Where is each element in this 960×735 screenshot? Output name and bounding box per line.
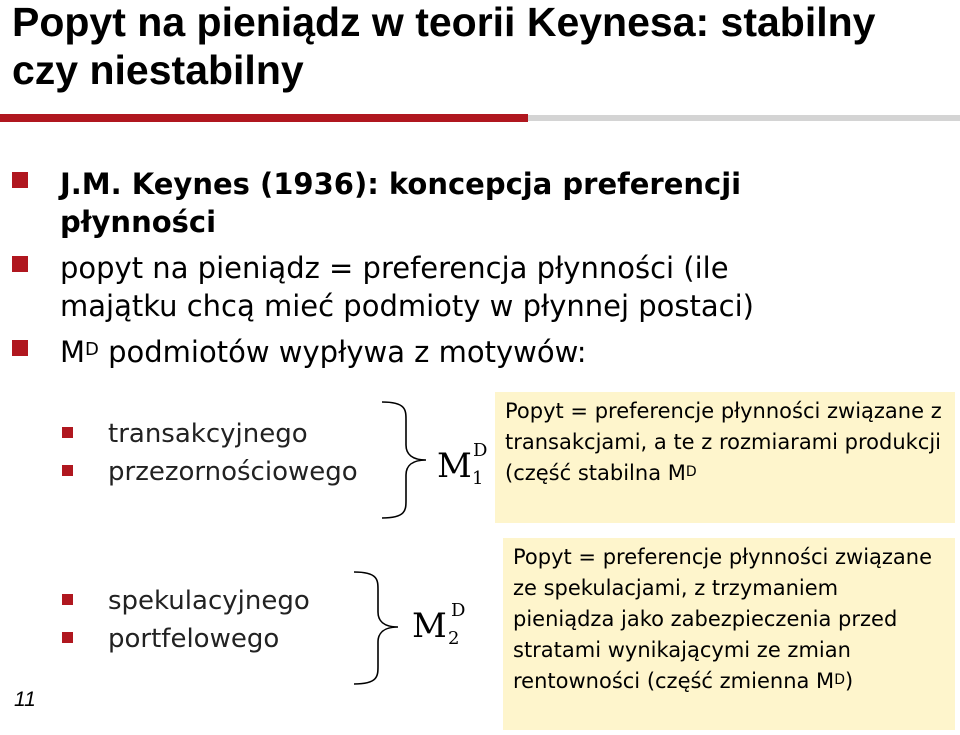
m2-subscript: 2	[448, 628, 460, 649]
variable-demand-tail: )	[844, 669, 854, 693]
m1-superscript: D	[473, 440, 488, 461]
right-brace-icon	[380, 400, 440, 520]
variable-demand-box	[503, 538, 955, 730]
title-underline-accent	[0, 114, 528, 122]
bullet-keynes-line2: płynności	[60, 205, 217, 239]
m2-symbol: M	[412, 606, 447, 646]
variable-demand-text: Popyt = preferencje płynności związane ze spekulacjami, z trzymaniem pieniądza jako zabezpieczenia przed stratami wynikającymi ze zmian rentowności (część zmienna M	[513, 545, 933, 693]
m1-symbol: M	[437, 446, 472, 486]
stable-demand-box	[495, 392, 955, 523]
sub-bullet-icon	[62, 427, 73, 438]
bullet-square-icon	[12, 256, 28, 272]
m1-subscript: 1	[472, 468, 484, 489]
bullet-demand-line1: popyt na pieniądz = preferencja płynności (ile	[60, 251, 729, 285]
stable-demand-text: Popyt = preferencje płynności związane z transakcjami, a te z rozmiarami produkcji (część stabilna M	[505, 399, 942, 485]
slide-number: 11	[14, 688, 36, 711]
motive-speculative: spekulacyjnego	[108, 586, 310, 616]
slide-title: Popyt na pieniądz w teorii Keynesa: stabilny czy niestabilny	[12, 0, 876, 93]
stable-demand-superscript: D	[685, 464, 697, 480]
sub-bullet-icon	[62, 594, 73, 605]
m2-superscript: D	[451, 600, 466, 621]
sub-bullet-icon	[62, 632, 73, 643]
right-brace-icon	[352, 570, 412, 686]
motives-text: podmiotów wypływa z motywów:	[98, 335, 587, 369]
md-symbol: M	[60, 335, 86, 369]
bullet-square-icon	[12, 172, 28, 188]
bullet-motives	[60, 334, 940, 370]
motive-portfolio: portfelowego	[108, 624, 280, 654]
sub-bullet-icon	[62, 465, 73, 476]
md-superscript: D	[85, 339, 99, 360]
motive-precautionary: przezornościowego	[108, 457, 358, 487]
bullet-keynes-line1: J.M. Keynes (1936): koncepcja preferencji	[60, 167, 742, 201]
bullet-demand-line2: majątku chcą mieć podmioty w płynnej postaci)	[60, 289, 754, 323]
variable-demand-superscript: D	[834, 672, 845, 688]
bullet-square-icon	[12, 340, 28, 356]
motive-transactional: transakcyjnego	[108, 419, 308, 449]
